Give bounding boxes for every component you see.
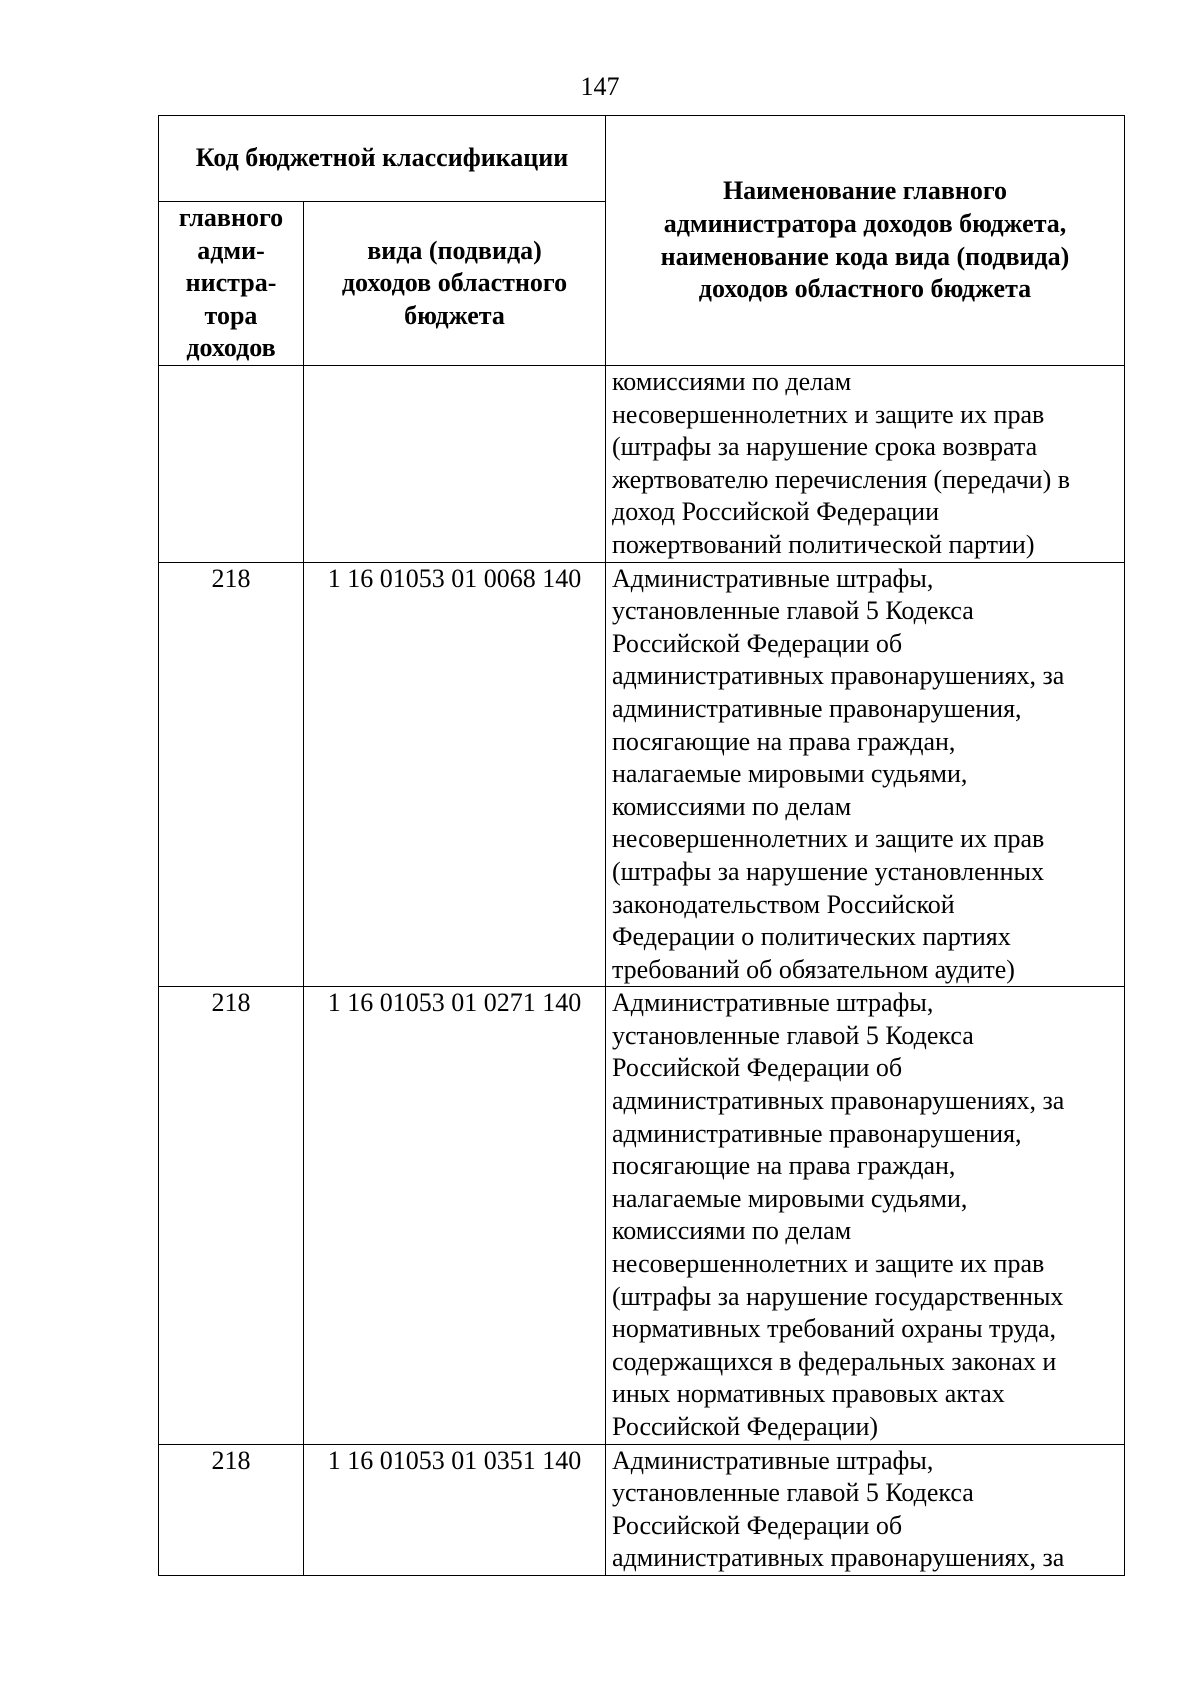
header-budget-code-group: Код бюджетной классификации <box>159 116 606 202</box>
table-row <box>159 562 1125 987</box>
page-number: 147 <box>580 72 620 101</box>
header-type-line: доходов областного <box>341 268 568 298</box>
header-admin-line: доходов <box>186 333 276 363</box>
header-type-line: вида (подвида) <box>367 235 542 265</box>
admin-code-cell: 218 <box>159 562 304 987</box>
admin-code-cell <box>159 366 304 563</box>
revenue-code-cell: 1 16 01053 01 0271 140 <box>304 987 606 1444</box>
header-revenue-type-column <box>304 202 606 366</box>
header-admin-line: главного <box>178 203 284 233</box>
revenue-name-cell: Административные штрафы, установленные главой 5 Кодекса Российской Федерации об административных правонарушениях, за административные правонарушения, посягающие на права граждан, налагаемые мировыми судьями, комиссиями по делам несовершеннолетних и защите их прав (штрафы за нарушение установленных законодательством Российской Федерации о политических партиях требований об обязательном аудите) <box>606 562 1125 987</box>
table-row <box>159 366 1125 563</box>
table-row <box>159 987 1125 1444</box>
header-admin-line: нистра- <box>185 268 277 298</box>
header-name-line: администратора доходов бюджета, <box>663 208 1067 238</box>
revenue-name-cell: Административные штрафы, установленные главой 5 Кодекса Российской Федерации об административных правонарушениях, за <box>606 1444 1125 1575</box>
revenue-name-cell: комиссиями по делам несовершеннолетних и защите их прав (штрафы за нарушение срока возврата жертвователю перечисления (передачи) в доход Российской Федерации пожертвований политической партии) <box>606 366 1125 563</box>
header-name-line: доходов областного бюджета <box>698 274 1032 304</box>
header-type-line: бюджета <box>404 300 505 330</box>
revenue-name-cell: Административные штрафы, установленные главой 5 Кодекса Российской Федерации об административных правонарушениях, за административные правонарушения, посягающие на права граждан, налагаемые мировыми судьями, комиссиями по делам несовершеннолетних и защите их прав (штрафы за нарушение государственных нормативных требований охраны труда, содержащихся в федеральных законах и иных нормативных правовых актах Российской Федерации) <box>606 987 1125 1444</box>
admin-code-cell: 218 <box>159 987 304 1444</box>
header-admin-line: тора <box>204 300 258 330</box>
header-name-line: наименование кода вида (подвида) <box>660 241 1070 271</box>
header-admin-column <box>159 202 304 366</box>
revenue-code-cell: 1 16 01053 01 0351 140 <box>304 1444 606 1575</box>
table-row <box>159 1444 1125 1575</box>
revenue-code-cell: 1 16 01053 01 0068 140 <box>304 562 606 987</box>
header-row-top <box>159 116 1125 202</box>
header-admin-line: адми- <box>197 235 265 265</box>
header-name-column <box>606 116 1125 366</box>
header-name-line: Наименование главного <box>722 176 1008 206</box>
revenue-code-cell <box>304 366 606 563</box>
budget-classification-table <box>158 115 1125 1576</box>
admin-code-cell: 218 <box>159 1444 304 1575</box>
